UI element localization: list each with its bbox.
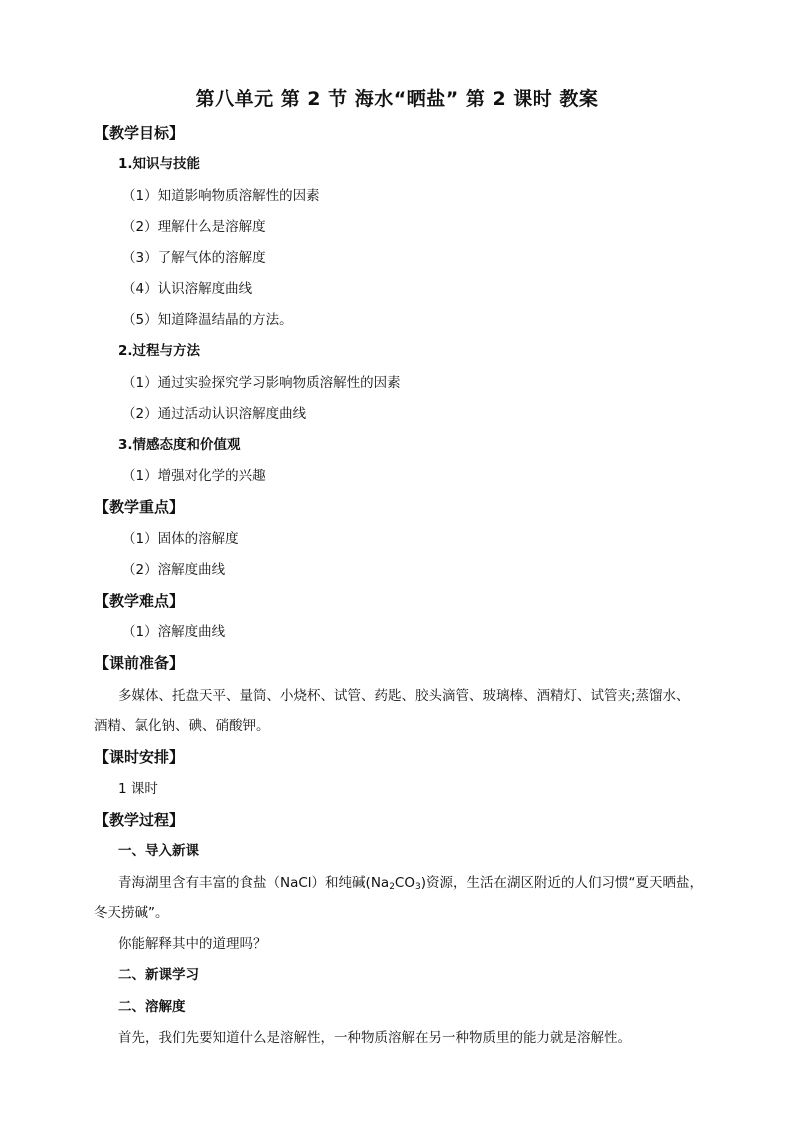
list-item: （1）溶解度曲线 <box>122 624 226 640</box>
list-item: （1）通过实验探究学习影响物质溶解性的因素 <box>122 375 401 391</box>
solubility-text: 首先，我们先要知道什么是溶解性，一种物质溶解在另一种物质里的能力就是溶解性。 <box>118 1030 631 1046</box>
subheading-solubility: 二、溶解度 <box>118 999 186 1015</box>
list-item: （2）溶解度曲线 <box>122 562 226 578</box>
section-heading-process: 【教学过程】 <box>94 811 185 829</box>
subscript: 3 <box>414 882 421 892</box>
document-title: 第八单元 第 2 节 海水“晒盐” 第 2 课时 教案 <box>195 88 599 110</box>
list-item: （2）通过活动认识溶解度曲线 <box>122 406 307 422</box>
section-heading-schedule: 【课时安排】 <box>94 748 185 766</box>
list-item: （1）固体的溶解度 <box>122 531 239 547</box>
intro-text-part: )资源，生活在湖区附近的人们习惯“夏天晒盐， <box>420 875 703 891</box>
intro-text-part: CO <box>394 875 415 891</box>
list-item: （3）了解气体的溶解度 <box>122 250 266 266</box>
list-item: （1）知道影响物质溶解性的因素 <box>122 188 320 204</box>
list-item: （4）认识溶解度曲线 <box>122 281 253 297</box>
list-item: （2）理解什么是溶解度 <box>122 219 266 235</box>
intro-text-part: 青海湖里含有丰富的食盐（NaCl）和纯碱(Na <box>118 875 390 891</box>
intro-question: 你能解释其中的道理吗？ <box>118 936 267 952</box>
section-heading-key-points: 【教学重点】 <box>94 498 185 516</box>
subheading-process: 2.过程与方法 <box>118 343 201 359</box>
preparation-text-line2: 酒精、氯化钠、碘、硝酸钾。 <box>94 718 270 734</box>
subheading-new-lesson: 二、新课学习 <box>118 967 199 983</box>
preparation-text-line1: 多媒体、托盘天平、量筒、小烧杯、试管、药匙、胶头滴管、玻璃棒、酒精灯、试管夹;蒸馏水、 <box>118 688 690 704</box>
subheading-intro: 一、导入新课 <box>118 843 199 859</box>
section-heading-objectives: 【教学目标】 <box>94 124 185 142</box>
subheading-knowledge: 1.知识与技能 <box>118 156 201 172</box>
intro-text-line2: 冬天捞碱”。 <box>94 905 169 921</box>
list-item: （5）知道降温结晶的方法。 <box>122 312 293 328</box>
section-heading-preparation: 【课前准备】 <box>94 654 185 672</box>
subscript: 2 <box>389 882 395 892</box>
list-item: （1）增强对化学的兴趣 <box>122 468 266 484</box>
schedule-text: 1 课时 <box>118 781 158 797</box>
subheading-attitude: 3.情感态度和价值观 <box>118 437 241 453</box>
intro-text-line1 <box>118 874 703 896</box>
section-heading-difficulties: 【教学难点】 <box>94 592 185 610</box>
